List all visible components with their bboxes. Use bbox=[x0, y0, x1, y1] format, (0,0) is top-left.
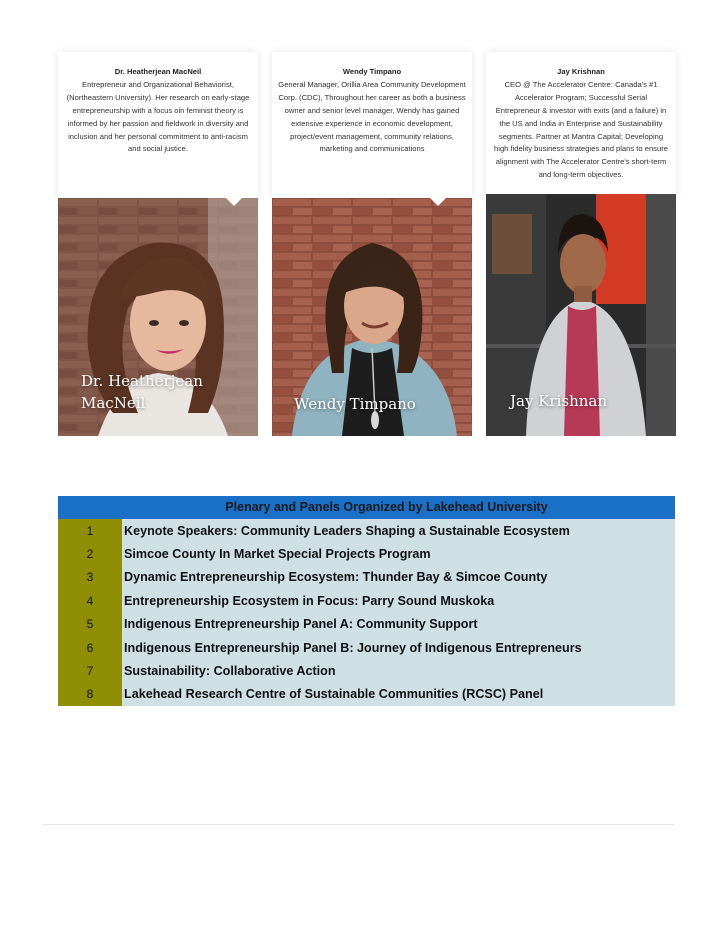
bio-pointer bbox=[430, 198, 446, 206]
speaker-cards bbox=[58, 52, 676, 436]
table-row bbox=[58, 566, 675, 589]
row-title: Indigenous Entrepreneurship Panel A: Community Support bbox=[122, 613, 675, 636]
caption-line: MacNeil bbox=[81, 394, 146, 412]
table-body bbox=[58, 519, 675, 706]
speaker-bio bbox=[58, 52, 258, 198]
row-title: Dynamic Entrepreneurship Ecosystem: Thunder Bay & Simcoe County bbox=[122, 566, 675, 589]
bio-pointer bbox=[226, 198, 242, 206]
row-number: 4 bbox=[58, 589, 122, 612]
speaker-bio bbox=[272, 52, 472, 198]
photo-caption bbox=[294, 393, 416, 415]
photo-caption bbox=[510, 390, 607, 412]
row-title: Keynote Speakers: Community Leaders Shaping a Sustainable Ecosystem bbox=[122, 519, 675, 542]
row-title: Simcoe County In Market Special Projects Program bbox=[122, 542, 675, 565]
row-number: 3 bbox=[58, 566, 122, 589]
table-row bbox=[58, 636, 675, 659]
row-number: 5 bbox=[58, 613, 122, 636]
row-number: 8 bbox=[58, 683, 122, 706]
table-header: Plenary and Panels Organized by Lakehead University bbox=[58, 496, 675, 519]
speaker-bio-text: Entrepreneur and Organizational Behaviorist, (Northeastern University). Her research on early-stage entrepreneurship with a focus oin feminist theory is informed by her passion and fieldwork in diversity and inclusion and her personal commitment to anti-racism and social justice. bbox=[66, 79, 250, 154]
speaker-card-krishnan bbox=[486, 52, 676, 436]
row-title: Lakehead Research Centre of Sustainable Communities (RCSC) Panel bbox=[122, 683, 675, 706]
table-row bbox=[58, 542, 675, 565]
row-number: 2 bbox=[58, 542, 122, 565]
caption-line: Wendy Timpano bbox=[294, 395, 416, 413]
row-number: 7 bbox=[58, 659, 122, 682]
row-number: 1 bbox=[58, 519, 122, 542]
row-title: Entrepreneurship Ecosystem in Focus: Parry Sound Muskoka bbox=[122, 589, 675, 612]
speaker-bio-text: CEO @ The Accelerator Centre: Canada's #1 Accelerator Program; Successful Serial Entrepreneur & investor with exits (and a failure) in the US and India in Enterprise and Sustainability segments. Partner at Mantra Capital; Developing high fidelity business strategies and plans to ensure alignment with The Accelerator Centre's short-term and long-term objectives. bbox=[494, 79, 668, 180]
row-title: Sustainability: Collaborative Action bbox=[122, 659, 675, 682]
photo-caption bbox=[81, 370, 203, 414]
table-row bbox=[58, 519, 675, 542]
speaker-name: Wendy Timpano bbox=[342, 67, 402, 76]
table-row bbox=[58, 659, 675, 682]
row-number: 6 bbox=[58, 636, 122, 659]
speaker-card-macneil bbox=[58, 52, 258, 436]
row-title: Indigenous Entrepreneurship Panel B: Journey of Indigenous Entrepreneurs bbox=[122, 636, 675, 659]
table-row bbox=[58, 613, 675, 636]
caption-line: Jay Krishnan bbox=[510, 392, 607, 410]
speaker-bio-text: General Manager, Orillia Area Community Development Corp. (CDC), Throughout her career as both a business owner and senior level manager, Wendy has gained extensive experience in economic development, project/event management, community relations, marketing and communications bbox=[278, 79, 466, 154]
speaker-name: Jay Krishnan bbox=[557, 67, 605, 76]
table-row bbox=[58, 589, 675, 612]
speaker-name: Dr. Heatherjean MacNeil bbox=[114, 67, 202, 76]
divider bbox=[42, 824, 674, 825]
program-table bbox=[58, 496, 675, 706]
table-row bbox=[58, 683, 675, 706]
speaker-card-timpano bbox=[272, 52, 472, 436]
caption-line: Dr. Heatherjean bbox=[81, 372, 203, 390]
speaker-bio bbox=[486, 52, 676, 198]
